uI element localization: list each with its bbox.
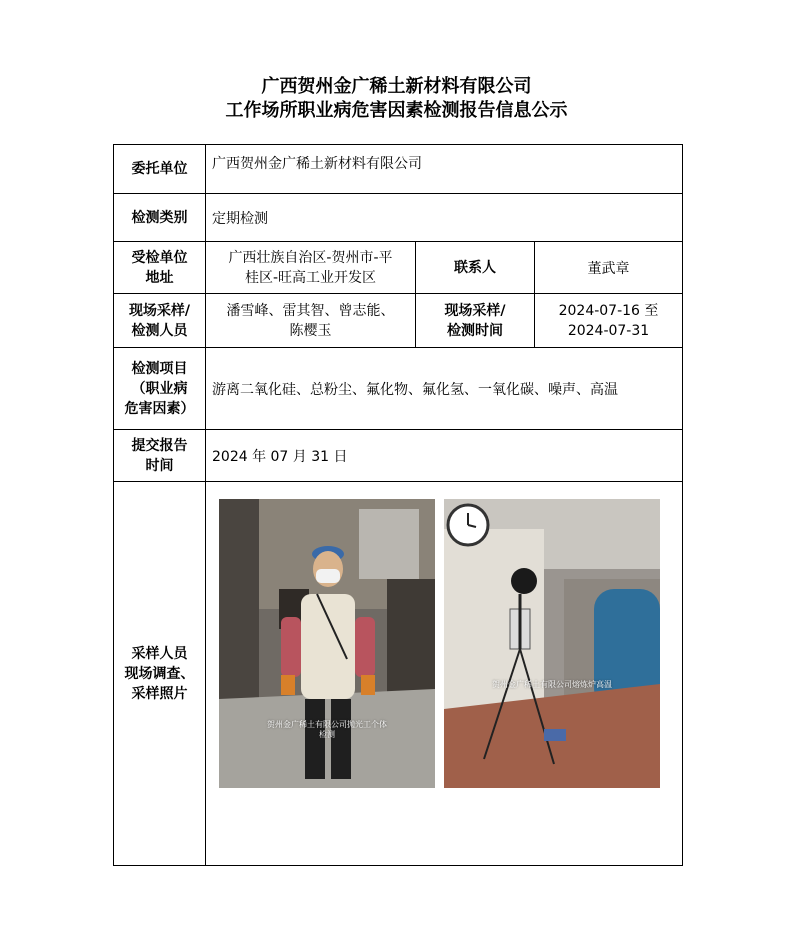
submit-value: 2024 年 07 月 31 日 [206, 430, 683, 482]
time-label: 现场采样/ 检测时间 [416, 294, 535, 348]
items-label: 检测项目 （职业病 危害因素） [114, 348, 206, 430]
address-value: 广西壮族自治区-贺州市-平 桂区-旺高工业开发区 [206, 242, 416, 294]
info-table [113, 144, 683, 866]
photos-label: 采样人员 现场调查、 采样照片 [114, 482, 206, 866]
time-value: 2024-07-16 至 2024-07-31 [535, 294, 683, 348]
photos-cell [206, 482, 683, 866]
type-label: 检测类别 [114, 194, 206, 242]
table-row [114, 348, 683, 430]
contact-label: 联系人 [416, 242, 535, 294]
company-title: 广西贺州金广稀土新材料有限公司 [261, 76, 532, 97]
staff-value: 潘雪峰、雷其智、曾志能、 陈樱玉 [206, 294, 416, 348]
table-row [114, 294, 683, 348]
client-value: 广西贺州金广稀土新材料有限公司 [206, 145, 683, 194]
staff-label: 现场采样/ 检测人员 [114, 294, 206, 348]
table-row [114, 430, 683, 482]
table-row [114, 242, 683, 294]
report-title: 工作场所职业病危害因素检测报告信息公示 [225, 100, 568, 121]
submit-label: 提交报告 时间 [114, 430, 206, 482]
items-value: 游离二氧化硅、总粉尘、氟化物、氟化氢、一氧化碳、噪声、高温 [206, 348, 683, 430]
photo1-caption: 贺州金广稀土有限公司抛光工个体 检测 [267, 720, 387, 739]
client-label: 委托单位 [114, 145, 206, 194]
type-value: 定期检测 [206, 194, 683, 242]
worker-photo [219, 499, 435, 788]
photo2-caption: 贺州金广稀土有限公司熔炼炉高温 [492, 680, 612, 689]
address-label: 受检单位 地址 [114, 242, 206, 294]
table-row [114, 145, 683, 194]
table-row [114, 194, 683, 242]
furnace-photo [444, 499, 660, 788]
contact-value: 董武章 [535, 242, 683, 294]
table-row [114, 482, 683, 866]
